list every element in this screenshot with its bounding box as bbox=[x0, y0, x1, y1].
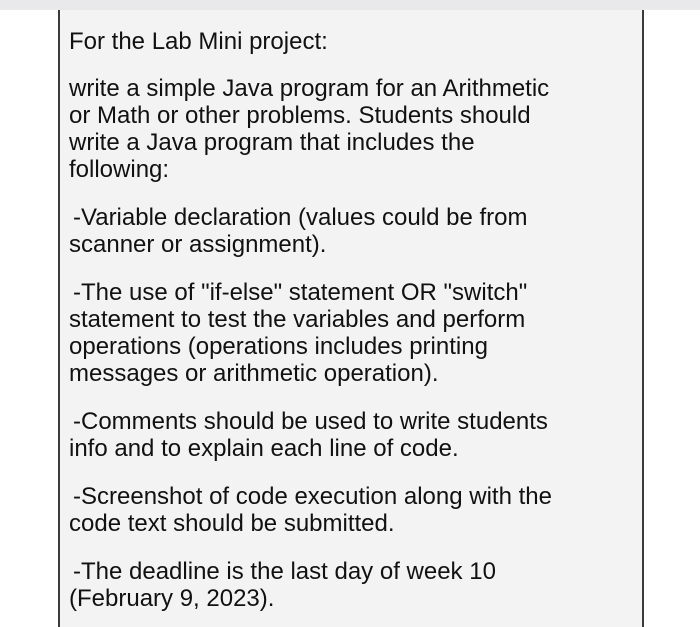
requirement-variable-declaration: -Variable declaration (values could be from scanner or assignment). bbox=[69, 204, 528, 258]
document-title: For the Lab Mini project: bbox=[69, 28, 328, 55]
document-page bbox=[58, 10, 644, 627]
requirement-deadline: -The deadline is the last day of week 10 (February 9, 2023). bbox=[69, 558, 496, 612]
top-bar bbox=[0, 0, 700, 10]
intro-paragraph: write a simple Java program for an Arithmetic or Math or other problems. Students should write a Java program that includes the following: bbox=[69, 75, 550, 183]
requirement-screenshot: -Screenshot of code execution along with the code text should be submitted. bbox=[69, 483, 552, 537]
requirement-if-else-switch: -The use of "if-else" statement OR "switch" statement to test the variables and perform operations (operations includes printing messages or arithmetic operation). bbox=[69, 279, 528, 387]
requirement-comments: -Comments should be used to write students info and to explain each line of code. bbox=[69, 408, 548, 462]
